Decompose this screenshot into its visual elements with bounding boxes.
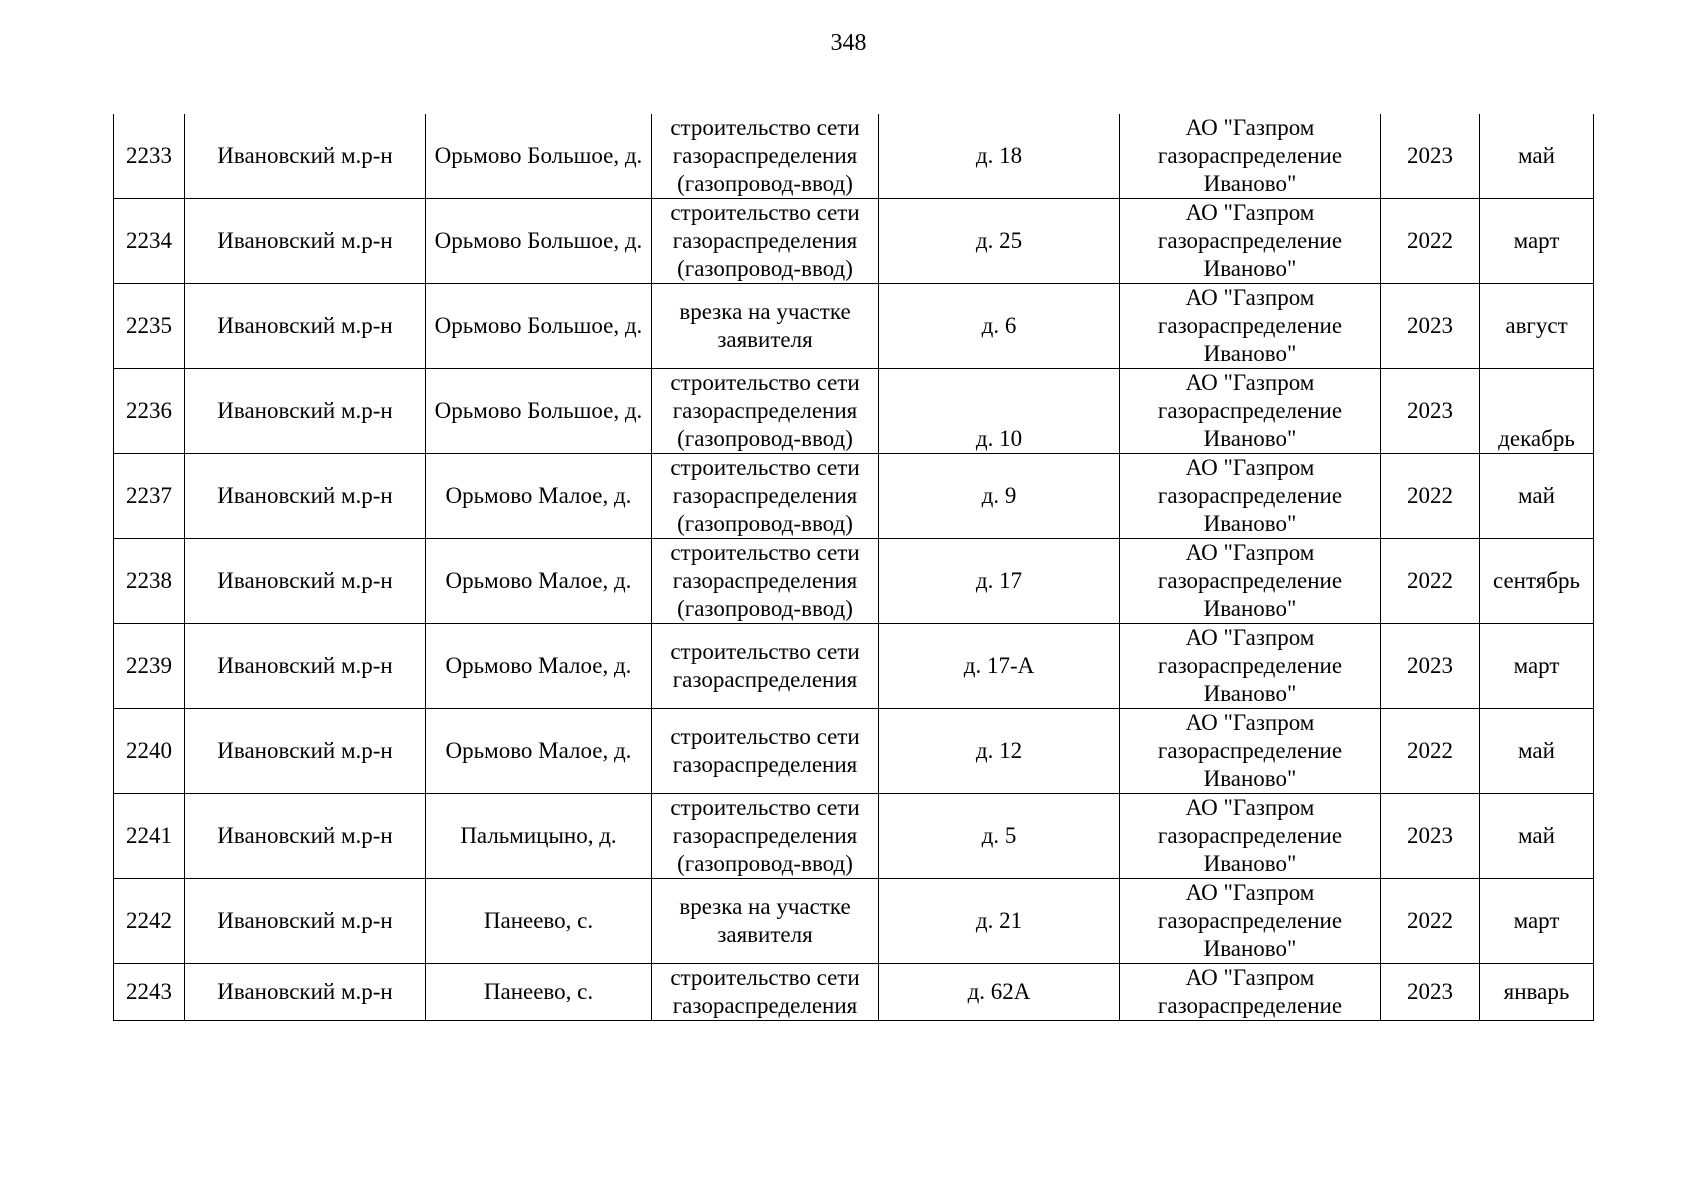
year-cell: 2023 [1381,369,1480,454]
table-body [114,114,1594,1021]
year-cell: 2023 [1381,964,1480,1021]
settlement-cell: Орьмово Большое, д. [426,284,652,369]
organization-cell: АО "Газпром газораспределение Иваново" [1120,794,1381,879]
year-cell: 2023 [1381,284,1480,369]
year-cell: 2022 [1381,539,1480,624]
row-number: 2242 [114,879,185,964]
address-cell: д. 12 [879,709,1120,794]
organization-cell: АО "Газпром газораспределение Иваново" [1120,454,1381,539]
settlement-cell: Орьмово Большое, д. [426,369,652,454]
month-cell: сентябрь [1480,539,1594,624]
settlement-cell: Панеево, с. [426,879,652,964]
settlement-cell: Орьмово Малое, д. [426,709,652,794]
row-number: 2235 [114,284,185,369]
district-cell: Ивановский м.р-н [185,284,426,369]
work-type-cell: врезка на участке заявителя [652,879,879,964]
settlement-cell: Орьмово Малое, д. [426,454,652,539]
row-number: 2243 [114,964,185,1021]
year-cell: 2022 [1381,199,1480,284]
table-row [114,879,1594,964]
year-cell: 2023 [1381,794,1480,879]
work-type-cell: строительство сети газораспределения (газопровод-ввод) [652,114,879,199]
address-cell: д. 5 [879,794,1120,879]
organization-cell: АО "Газпром газораспределение Иваново" [1120,709,1381,794]
month-cell: август [1480,284,1594,369]
work-type-cell: строительство сети газораспределения (газопровод-ввод) [652,539,879,624]
row-number: 2241 [114,794,185,879]
year-cell: 2022 [1381,879,1480,964]
row-number: 2240 [114,709,185,794]
table-row [114,539,1594,624]
work-type-cell: строительство сети газораспределения [652,964,879,1021]
table-row [114,284,1594,369]
row-number: 2233 [114,114,185,199]
table-row [114,114,1594,199]
settlement-cell: Панеево, с. [426,964,652,1021]
district-cell: Ивановский м.р-н [185,794,426,879]
month-cell: март [1480,199,1594,284]
work-type-cell: строительство сети газораспределения (газопровод-ввод) [652,199,879,284]
year-cell: 2022 [1381,454,1480,539]
month-cell: март [1480,879,1594,964]
organization-cell: АО "Газпром газораспределение Иваново" [1120,879,1381,964]
work-type-cell: врезка на участке заявителя [652,284,879,369]
address-cell: д. 25 [879,199,1120,284]
table-row [114,794,1594,879]
organization-cell: АО "Газпром газораспределение Иваново" [1120,284,1381,369]
work-type-cell: строительство сети газораспределения [652,709,879,794]
table-row [114,454,1594,539]
address-cell: д. 9 [879,454,1120,539]
work-type-cell: строительство сети газораспределения (газопровод-ввод) [652,454,879,539]
address-cell: д. 62А [879,964,1120,1021]
work-type-cell: строительство сети газораспределения [652,624,879,709]
settlement-cell: Орьмово Малое, д. [426,624,652,709]
organization-cell: АО "Газпром газораспределение Иваново" [1120,114,1381,199]
row-number: 2236 [114,369,185,454]
district-cell: Ивановский м.р-н [185,964,426,1021]
table-row [114,964,1594,1021]
month-cell: март [1480,624,1594,709]
year-cell: 2022 [1381,709,1480,794]
address-cell: д. 10 [879,369,1120,454]
district-cell: Ивановский м.р-н [185,369,426,454]
address-cell: д. 6 [879,284,1120,369]
table-row [114,199,1594,284]
row-number: 2238 [114,539,185,624]
work-type-cell: строительство сети газораспределения (газопровод-ввод) [652,794,879,879]
organization-cell: АО "Газпром газораспределение Иваново" [1120,199,1381,284]
work-type-cell: строительство сети газораспределения (газопровод-ввод) [652,369,879,454]
year-cell: 2023 [1381,624,1480,709]
address-cell: д. 18 [879,114,1120,199]
settlement-cell: Пальмицыно, д. [426,794,652,879]
organization-cell: АО "Газпром газораспределение Иваново" [1120,624,1381,709]
address-cell: д. 17 [879,539,1120,624]
month-cell: май [1480,709,1594,794]
month-cell: май [1480,454,1594,539]
address-cell: д. 17-А [879,624,1120,709]
organization-cell: АО "Газпром газораспределение [1120,964,1381,1021]
district-cell: Ивановский м.р-н [185,199,426,284]
row-number: 2234 [114,199,185,284]
gasification-table [113,114,1594,1021]
district-cell: Ивановский м.р-н [185,454,426,539]
table-row [114,369,1594,454]
month-cell: май [1480,794,1594,879]
district-cell: Ивановский м.р-н [185,114,426,199]
month-cell: декабрь [1480,369,1594,454]
row-number: 2237 [114,454,185,539]
district-cell: Ивановский м.р-н [185,624,426,709]
table-row [114,709,1594,794]
district-cell: Ивановский м.р-н [185,879,426,964]
district-cell: Ивановский м.р-н [185,709,426,794]
address-cell: д. 21 [879,879,1120,964]
table-row [114,624,1594,709]
district-cell: Ивановский м.р-н [185,539,426,624]
settlement-cell: Орьмово Большое, д. [426,114,652,199]
settlement-cell: Орьмово Большое, д. [426,199,652,284]
month-cell: январь [1480,964,1594,1021]
page-number: 348 [830,30,867,56]
organization-cell: АО "Газпром газораспределение Иваново" [1120,369,1381,454]
month-cell: май [1480,114,1594,199]
settlement-cell: Орьмово Малое, д. [426,539,652,624]
organization-cell: АО "Газпром газораспределение Иваново" [1120,539,1381,624]
year-cell: 2023 [1381,114,1480,199]
row-number: 2239 [114,624,185,709]
